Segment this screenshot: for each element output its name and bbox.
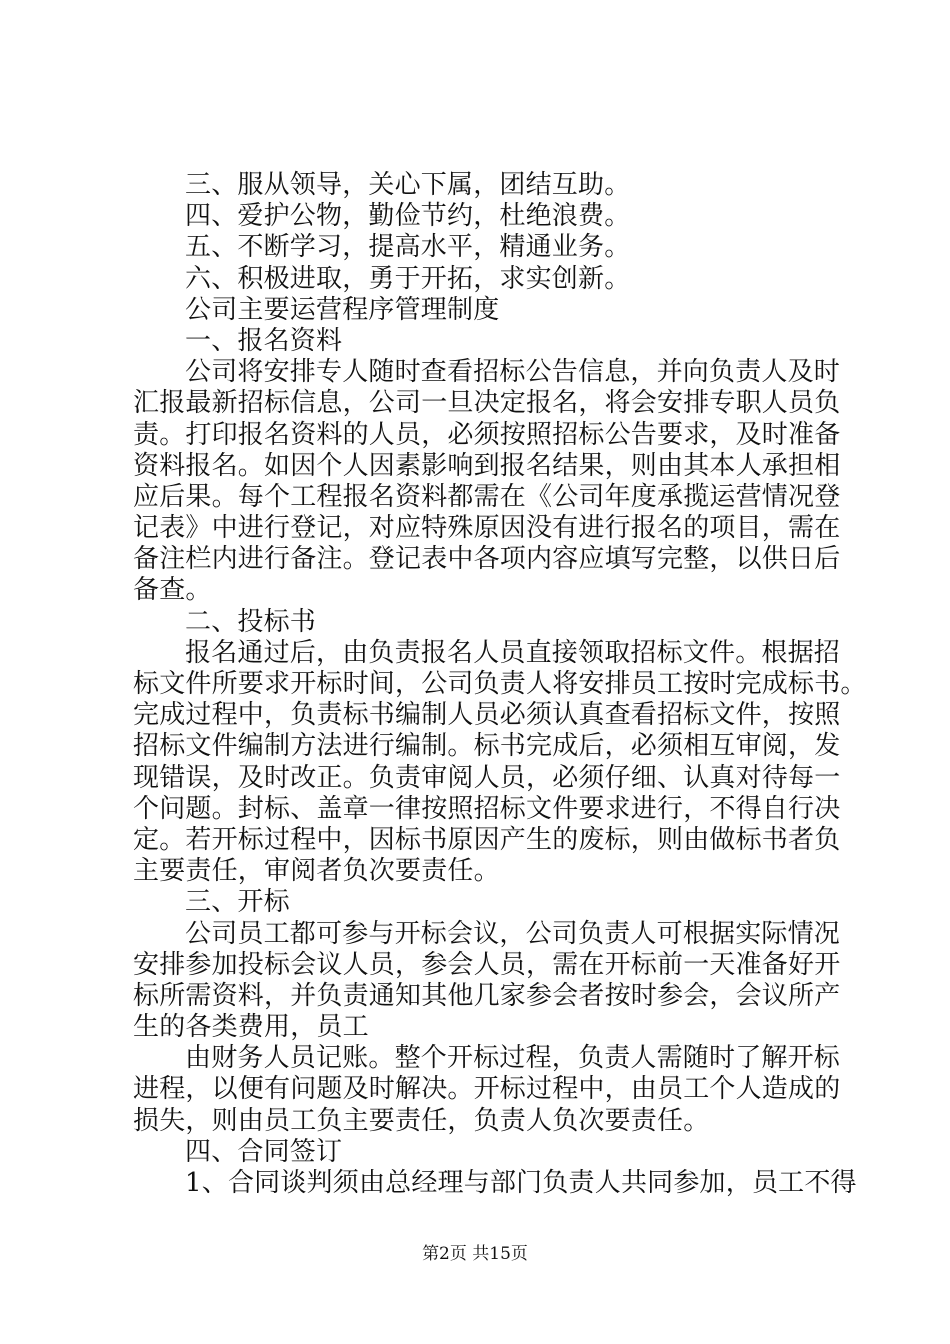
text-line: 三、开标 (185, 887, 290, 918)
text-line: 三、服从领导，关心下属，团结互助。 (185, 170, 631, 200)
text-line: 1、合同谈判须由总经理与部门负责人共同参加，员工不得 (185, 1168, 857, 1198)
text-line: 现错误，及时改正。负责审阅人员，必须仔细、认真对待每一 (133, 762, 841, 793)
text-line: 公司将安排专人随时查看招标公告信息，并向负责人及时 (185, 357, 841, 388)
text-line: 汇报最新招标信息，公司一旦决定报名，将会安排专职人员负 (133, 388, 841, 419)
text-line: 二、投标书 (185, 606, 317, 637)
text-line: 报名通过后，由负责报名人员直接领取招标文件。根据招 (185, 637, 841, 668)
text-line: 公司主要运营程序管理制度 (185, 294, 500, 325)
text-line: 备查。 (133, 575, 212, 606)
text-line: 由财务人员记账。整个开标过程，负责人需随时了解开标 (185, 1043, 841, 1074)
text-line: 完成过程中，负责标书编制人员必须认真查看招标文件，按照 (133, 700, 841, 731)
text-line: 责。打印报名资料的人员，必须按照招标公告要求，及时准备 (133, 419, 841, 450)
text-line: 记表》中进行登记，对应特殊原因没有进行报名的项目，需在 (133, 513, 841, 544)
text-line: 标所需资料，并负责通知其他几家参会者按时参会，会议所产 (133, 980, 841, 1011)
text-line: 备注栏内进行备注。登记表中各项内容应填写完整，以供日后 (133, 544, 841, 575)
text-line: 一、报名资料 (185, 325, 343, 356)
page-number: 第2页 共15页 (422, 1244, 528, 1264)
text-line: 安排参加投标会议人员，参会人员，需在开标前一天准备好开 (133, 949, 841, 980)
text-line: 个问题。封标、盖章一律按照招标文件要求进行，不得自行决 (133, 793, 841, 824)
text-line: 资料报名。如因个人因素影响到报名结果，则由其本人承担相 (133, 450, 841, 481)
text-line: 主要责任，审阅者负次要责任。 (133, 856, 500, 887)
text-line: 四、爱护公物，勤俭节约，杜绝浪费。 (185, 201, 631, 232)
text-line: 生的各类费用，员工 (133, 1012, 369, 1043)
text-line: 定。若开标过程中，因标书原因产生的废标，则由做标书者负 (133, 824, 841, 855)
text-line: 标文件所要求开标时间，公司负责人将安排员工按时完成标书。 (133, 669, 867, 699)
text-line: 应后果。每个工程报名资料都需在《公司年度承揽运营情况登 (133, 481, 841, 512)
text-line: 招标文件编制方法进行编制。标书完成后，必须相互审阅，发 (133, 731, 841, 762)
text-line: 六、积极进取，勇于开拓，求实创新。 (185, 263, 631, 294)
text-line: 四、合同签订 (185, 1136, 343, 1167)
text-line: 进程，以便有问题及时解决。开标过程中，由员工个人造成的 (133, 1074, 841, 1105)
text-line: 公司员工都可参与开标会议，公司负责人可根据实际情况 (185, 918, 841, 949)
text-line: 五、不断学习，提高水平，精通业务。 (185, 232, 631, 263)
text-line: 损失，则由员工负主要责任，负责人负次要责任。 (133, 1105, 710, 1136)
document-body (133, 170, 867, 1199)
page-footer (0, 1242, 950, 1266)
